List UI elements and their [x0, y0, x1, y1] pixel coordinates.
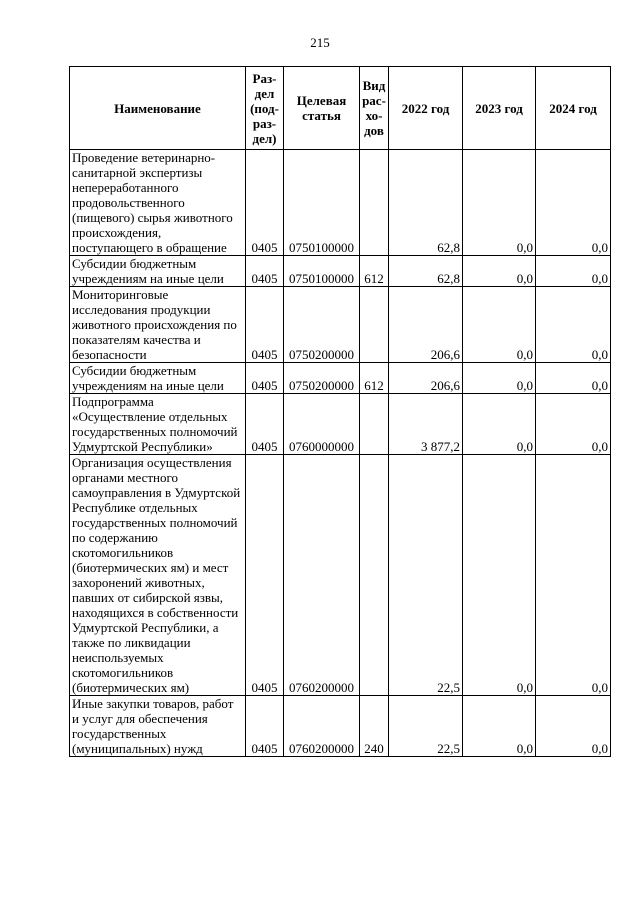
row-2024: 0,0	[536, 150, 611, 256]
row-name: Подпрограмма «Осуществление отдельных государственных полномочий Удмуртской Республики»	[70, 394, 246, 455]
row-2023: 0,0	[463, 394, 536, 455]
table-row	[70, 287, 611, 363]
row-section: 0405	[246, 455, 284, 696]
budget-table	[69, 66, 611, 757]
row-expense-type: 612	[360, 363, 389, 394]
row-2024: 0,0	[536, 455, 611, 696]
row-2023: 0,0	[463, 150, 536, 256]
row-expense-type: 612	[360, 256, 389, 287]
row-2024: 0,0	[536, 256, 611, 287]
row-section: 0405	[246, 696, 284, 757]
row-2023: 0,0	[463, 455, 536, 696]
header-target: Целевая статья	[284, 67, 360, 150]
row-2024: 0,0	[536, 363, 611, 394]
table-body	[70, 150, 611, 757]
row-name: Проведение ветеринарно-санитарной экспертизы непереработанного продовольственного (пищевого) сырья животного происхождения, поступающего в обращение	[70, 150, 246, 256]
row-expense-type	[360, 287, 389, 363]
header-2023: 2023 год	[463, 67, 536, 150]
header-2022: 2022 год	[389, 67, 463, 150]
row-name: Субсидии бюджетным учреждениям на иные цели	[70, 256, 246, 287]
header-row	[70, 67, 611, 150]
row-name: Субсидии бюджетным учреждениям на иные цели	[70, 363, 246, 394]
row-expense-type: 240	[360, 696, 389, 757]
row-2022: 62,8	[389, 150, 463, 256]
row-2022: 62,8	[389, 256, 463, 287]
row-expense-type	[360, 150, 389, 256]
row-2024: 0,0	[536, 287, 611, 363]
row-name: Организация осуществления органами местного самоуправления в Удмуртской Республике отдельных государственных полномочий по содержанию скотомогильников (биотермических ям) и мест захоронений животных, павших от сибирской язвы, находящихся в собственности Удмуртской Республики, а также по ликвидации неиспользуемых скотомогильников (биотермических ям)	[70, 455, 246, 696]
table-row	[70, 256, 611, 287]
row-target: 0760200000	[284, 696, 360, 757]
row-section: 0405	[246, 394, 284, 455]
row-2022: 22,5	[389, 696, 463, 757]
table-row	[70, 394, 611, 455]
row-target: 0750100000	[284, 256, 360, 287]
table-row	[70, 455, 611, 696]
row-expense-type	[360, 455, 389, 696]
row-2023: 0,0	[463, 256, 536, 287]
row-target: 0760200000	[284, 455, 360, 696]
row-2022: 22,5	[389, 455, 463, 696]
row-name: Мониторинговые исследования продукции животного происхождения по показателям качества и безопасности	[70, 287, 246, 363]
header-expense-type: Вид рас- хо- дов	[360, 67, 389, 150]
row-section: 0405	[246, 256, 284, 287]
row-target: 0750100000	[284, 150, 360, 256]
row-2024: 0,0	[536, 696, 611, 757]
header-section: Раз- дел (под- раз- дел)	[246, 67, 284, 150]
page-number: 215	[310, 35, 330, 50]
row-expense-type	[360, 394, 389, 455]
row-2024: 0,0	[536, 394, 611, 455]
row-2023: 0,0	[463, 287, 536, 363]
row-target: 0750200000	[284, 287, 360, 363]
row-2023: 0,0	[463, 363, 536, 394]
row-section: 0405	[246, 287, 284, 363]
row-section: 0405	[246, 363, 284, 394]
row-2022: 3 877,2	[389, 394, 463, 455]
row-target: 0750200000	[284, 363, 360, 394]
table-row	[70, 696, 611, 757]
row-2022: 206,6	[389, 287, 463, 363]
row-2023: 0,0	[463, 696, 536, 757]
row-target: 0760000000	[284, 394, 360, 455]
table-row	[70, 150, 611, 256]
row-name: Иные закупки товаров, работ и услуг для обеспечения государственных (муниципальных) нужд	[70, 696, 246, 757]
row-2022: 206,6	[389, 363, 463, 394]
table-row	[70, 363, 611, 394]
header-name: Наименование	[70, 67, 246, 150]
row-section: 0405	[246, 150, 284, 256]
header-2024: 2024 год	[536, 67, 611, 150]
